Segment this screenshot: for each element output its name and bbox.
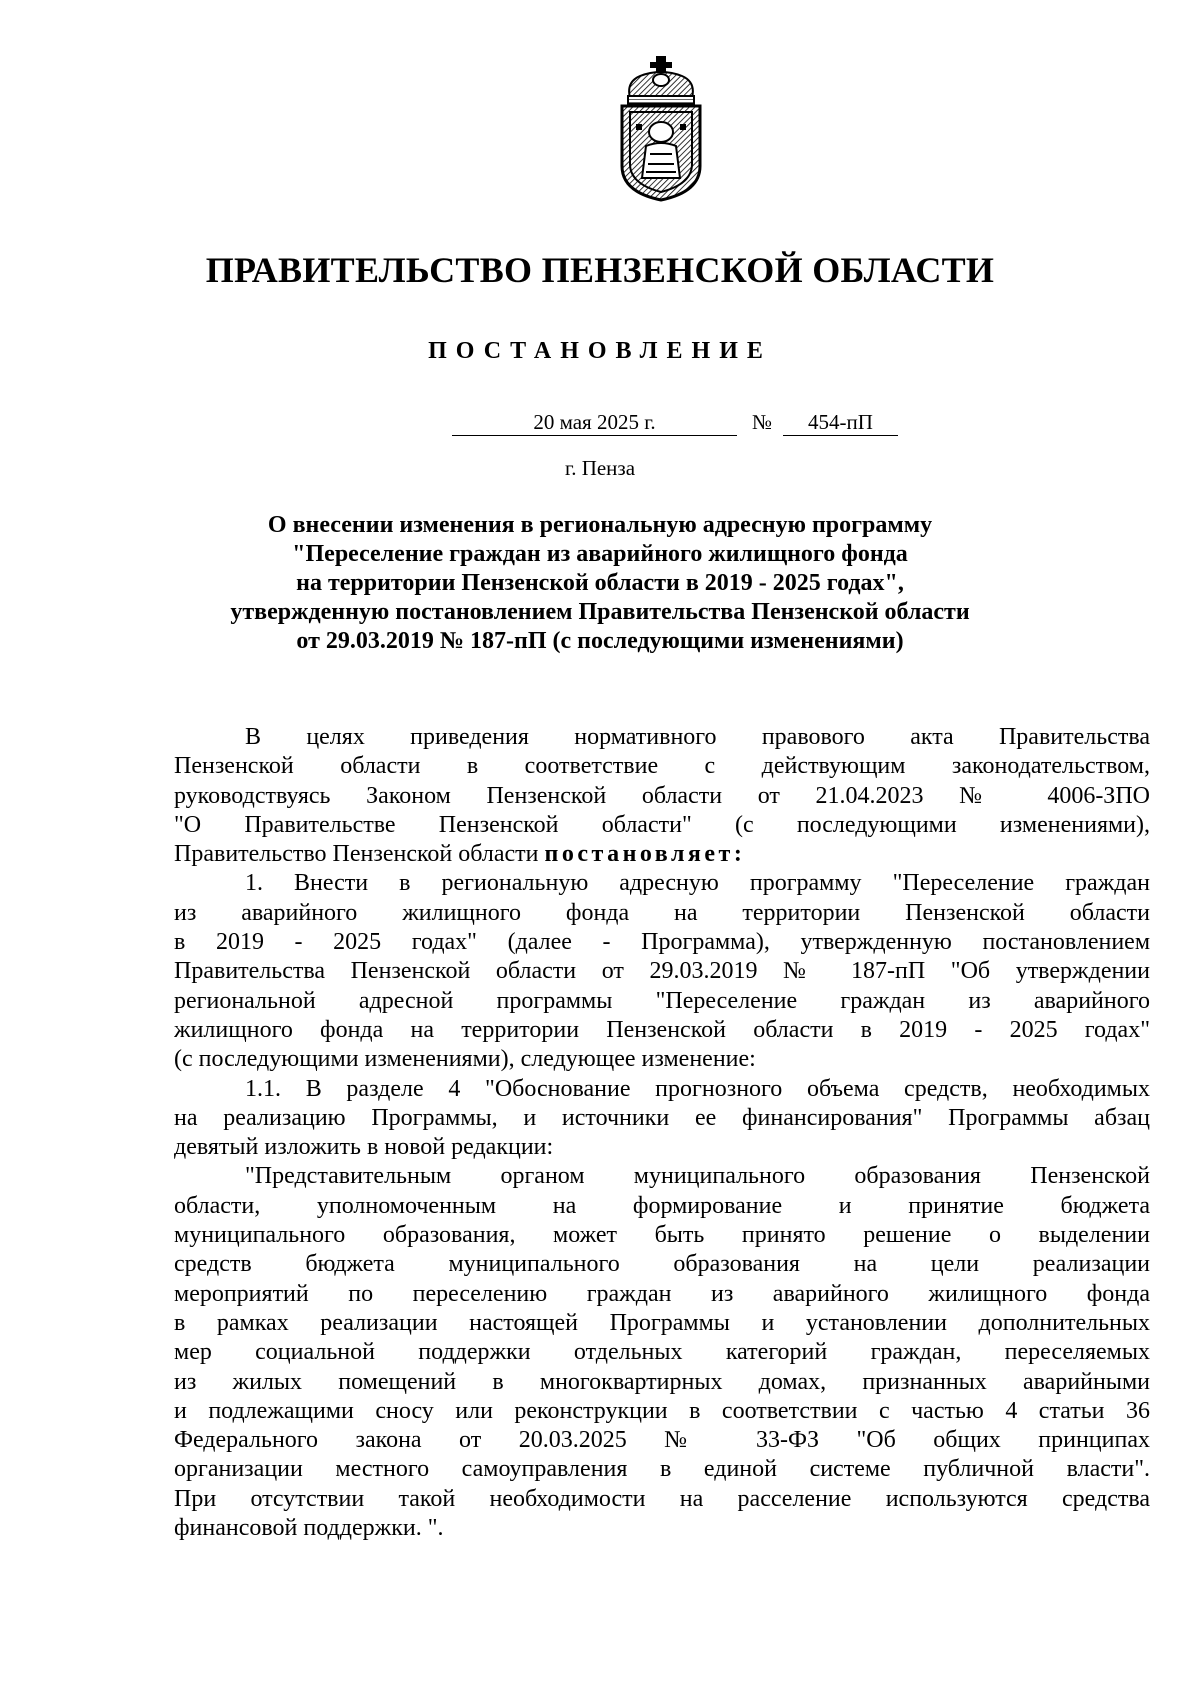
quote-line: и подлежащими сносу или реконструкции в соответствии с частью 4 статьи 36 [174, 1397, 1150, 1424]
subject-line: на территории Пензенской области в 2019 - 2025 годах", [296, 570, 904, 596]
subject-line: О внесении изменения в региональную адресную программу [267, 512, 933, 538]
preamble-last-line [174, 840, 1150, 869]
document-number: 454-пП [808, 410, 873, 434]
preamble-line: Правительство Пензенской области [174, 841, 545, 868]
quote-line: мероприятий по переселению граждан из аварийного жилищного фонда [174, 1280, 1150, 1307]
subject-line: утвержденную постановлением Правительства Пензенской области [230, 599, 970, 625]
quote-line: муниципального образования, может быть принято решение о выделении [174, 1222, 1150, 1249]
item1-1-line: на реализацию Программы, и источники ее финансирования" Программы абзац [174, 1104, 1150, 1131]
penza-oblast-coat-of-arms-icon [606, 54, 716, 204]
government-title: ПРАВИТЕЛЬСТВО ПЕНЗЕНСКОЙ ОБЛАСТИ [205, 250, 995, 290]
document-subject [0, 511, 1200, 656]
document-body [174, 723, 1150, 1543]
quote-line: в рамках реализации настоящей Программы и установлении дополнительных [174, 1309, 1150, 1336]
item1-line: Правительства Пензенской области от 29.03.2019 № 187-пП "Об утверждении [174, 958, 1150, 985]
item1-1-line: девятый изложить в новой редакции: [174, 1134, 554, 1161]
item1-line: жилищного фонда на территории Пензенской области в 2019 - 2025 годах" [174, 1016, 1150, 1043]
number-sign: № [752, 410, 773, 434]
quote-line: области, уполномоченным на формирование и принятие бюджета [174, 1192, 1150, 1219]
preamble-line: Пензенской области в соответствие с действующим законодательством, [174, 753, 1150, 780]
preamble-line: руководствуясь Законом Пензенской области от 21.04.2023 № 4006-ЗПО [174, 782, 1150, 809]
quote-line: средств бюджета муниципального образования на цели реализации [174, 1251, 1150, 1278]
date-underline [452, 435, 737, 436]
subject-line: "Переселение граждан из аварийного жилищного фонда [292, 541, 908, 567]
item1-line: (с последующими изменениями), следующее изменение: [174, 1046, 756, 1073]
document-city: г. Пенза [564, 456, 636, 480]
number-underline [783, 435, 898, 436]
item1-line: в 2019 - 2025 годах" (далее - Программа), утвержденную постановлением [174, 929, 1150, 956]
item1-1-line: 1.1. В разделе 4 "Обоснование прогнозного объема средств, необходимых [245, 1075, 1150, 1102]
quote-line: мер социальной поддержки отдельных категорий граждан, переселяемых [174, 1339, 1150, 1366]
quote-line: организации местного самоуправления в единой системе публичной власти". [174, 1456, 1150, 1483]
document-date: 20 мая 2025 г. [533, 410, 656, 434]
coat-of-arms-emblem [606, 54, 716, 204]
document-type: ПОСТАНОВЛЕНИЕ [428, 338, 772, 364]
quote-line: финансовой поддержки. ". [174, 1515, 444, 1542]
preamble-line: "О Правительстве Пензенской области" (с последующими изменениями), [174, 811, 1150, 838]
item1-line: 1. Внести в региональную адресную программу "Переселение граждан [245, 870, 1150, 897]
item1-line: региональной адресной программы "Переселение граждан из аварийного [174, 987, 1150, 1014]
item1-line: из аварийного жилищного фонда на территории Пензенской области [174, 899, 1150, 926]
quote-line: При отсутствии такой необходимости на расселение используются средства [174, 1485, 1150, 1512]
quote-line: "Представительным органом муниципального образования Пензенской [245, 1163, 1150, 1190]
quote-line: Федерального закона от 20.03.2025 № 33-ФЗ "Об общих принципах [174, 1427, 1150, 1454]
decree-word: постановляет: [544, 841, 746, 868]
preamble-line: В целях приведения нормативного правового акта Правительства [245, 724, 1150, 750]
quote-line: из жилых помещений в многоквартирных домах, признанных аварийными [174, 1368, 1150, 1395]
subject-line: от 29.03.2019 № 187-пП (с последующими изменениями) [296, 628, 904, 654]
